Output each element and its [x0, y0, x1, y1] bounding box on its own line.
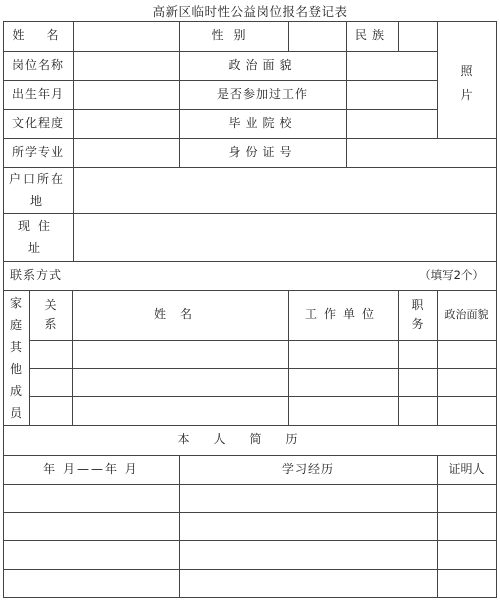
resume-header-period: 年 月——年 月	[43, 461, 139, 476]
table-rule-horizontal	[3, 569, 497, 570]
label-gender: 性别	[211, 28, 256, 43]
table-rule-horizontal	[3, 455, 497, 456]
field-education[interactable]	[73, 109, 179, 138]
table-rule-vertical	[72, 290, 73, 426]
field-name[interactable]	[73, 21, 179, 51]
table-rule-vertical	[437, 455, 438, 598]
field-worked-before[interactable]	[346, 80, 437, 109]
field-political-status[interactable]	[346, 51, 437, 80]
table-rule-vertical	[288, 290, 289, 426]
resume-header-witness: 证明人	[448, 461, 485, 476]
resume-row-3-cell-1[interactable]	[3, 540, 179, 569]
table-rule-horizontal	[3, 213, 497, 214]
table-rule-vertical	[437, 21, 438, 139]
field-graduate-school[interactable]	[346, 109, 496, 138]
family-row-3-cell-3[interactable]	[288, 396, 398, 425]
family-row-1-cell-4[interactable]	[398, 340, 437, 368]
field-major[interactable]	[73, 138, 179, 167]
label-contact: 联系方式	[10, 267, 63, 282]
label-worked-before: 是否参加过工作	[216, 86, 308, 101]
family-row-3-cell-1[interactable]	[29, 396, 72, 425]
family-row-2-cell-5[interactable]	[437, 368, 496, 396]
field-position-name[interactable]	[73, 51, 179, 80]
table-rule-horizontal	[3, 138, 497, 139]
table-rule-horizontal	[3, 109, 438, 110]
resume-row-2-cell-3[interactable]	[437, 512, 496, 540]
family-row-1-cell-5[interactable]	[437, 340, 496, 368]
field-household[interactable]	[73, 167, 496, 213]
label-graduate-school: 毕业院校	[228, 115, 297, 130]
label-name: 姓 名	[12, 28, 64, 43]
table-rule-horizontal	[3, 167, 497, 168]
table-rule-horizontal	[3, 261, 497, 262]
resume-row-4-cell-2[interactable]	[179, 569, 437, 598]
label-address: 现住址	[17, 219, 58, 255]
table-rule-vertical	[288, 21, 289, 52]
table-rule-horizontal	[3, 512, 497, 513]
field-birth[interactable]	[73, 80, 179, 109]
family-header-political: 政治面貌	[444, 308, 489, 322]
family-row-3-cell-4[interactable]	[398, 396, 437, 425]
resume-section-title: 本人简历	[177, 432, 322, 447]
resume-header-study: 学习经历	[281, 461, 334, 476]
label-ethnicity: 民族	[354, 28, 389, 43]
resume-row-2-cell-2[interactable]	[179, 512, 437, 540]
family-header-relation: 关 系	[44, 298, 57, 331]
table-rule-horizontal	[29, 368, 497, 369]
family-header-duty: 职 务	[411, 298, 424, 331]
label-birth: 出生年月	[11, 86, 64, 101]
family-row-2-cell-2[interactable]	[72, 368, 288, 396]
family-row-1-cell-2[interactable]	[72, 340, 288, 368]
resume-row-3-cell-3[interactable]	[437, 540, 496, 569]
table-rule-horizontal	[3, 290, 497, 291]
resume-row-1-cell-1[interactable]	[3, 484, 179, 512]
table-rule-horizontal	[3, 540, 497, 541]
label-position-name: 岗位名称	[11, 57, 64, 72]
family-row-1-cell-1[interactable]	[29, 340, 72, 368]
resume-row-4-cell-1[interactable]	[3, 569, 179, 598]
label-political-status: 政治面貌	[228, 57, 297, 72]
table-rule-horizontal	[3, 425, 497, 426]
family-row-2-cell-1[interactable]	[29, 368, 72, 396]
table-rule-vertical	[346, 21, 347, 168]
table-rule-horizontal	[29, 340, 497, 341]
table-rule-vertical	[179, 455, 180, 598]
resume-row-2-cell-1[interactable]	[3, 512, 179, 540]
label-education: 文化程度	[11, 115, 64, 130]
family-header-name: 姓名	[153, 307, 206, 322]
resume-row-3-cell-2[interactable]	[179, 540, 437, 569]
table-rule-horizontal	[3, 484, 497, 485]
table-rule-vertical	[179, 21, 180, 168]
table-rule-vertical	[398, 21, 399, 52]
family-header-workplace: 工作单位	[304, 307, 381, 322]
family-row-3-cell-2[interactable]	[72, 396, 288, 425]
contact-note: （填写2个）	[419, 268, 484, 283]
field-address[interactable]	[73, 213, 496, 261]
table-rule-horizontal	[3, 21, 497, 22]
registration-form-table	[3, 21, 496, 598]
label-household: 户口所在地	[8, 172, 65, 208]
field-id-number[interactable]	[346, 138, 496, 167]
form-title: 高新区临时性公益岗位报名登记表	[152, 4, 348, 19]
resume-row-1-cell-3[interactable]	[437, 484, 496, 512]
resume-row-1-cell-2[interactable]	[179, 484, 437, 512]
resume-row-4-cell-3[interactable]	[437, 569, 496, 598]
family-row-2-cell-3[interactable]	[288, 368, 398, 396]
table-rule-vertical	[437, 290, 438, 426]
field-gender[interactable]	[288, 21, 346, 51]
table-rule-horizontal	[3, 51, 438, 52]
label-major: 所学专业	[11, 144, 64, 159]
table-rule-horizontal	[3, 597, 497, 598]
table-rule-vertical	[398, 290, 399, 426]
table-rule-horizontal	[29, 396, 497, 397]
table-rule-vertical	[73, 21, 74, 262]
label-photo: 照 片	[460, 63, 473, 102]
table-rule-horizontal	[3, 80, 438, 81]
field-ethnicity[interactable]	[398, 21, 437, 51]
family-row-3-cell-5[interactable]	[437, 396, 496, 425]
table-rule-vertical	[29, 290, 30, 426]
family-row-1-cell-3[interactable]	[288, 340, 398, 368]
family-section-label: 家 庭 其 他 成 员	[9, 295, 22, 420]
family-row-2-cell-4[interactable]	[398, 368, 437, 396]
label-id-number: 身份证号	[228, 144, 297, 159]
